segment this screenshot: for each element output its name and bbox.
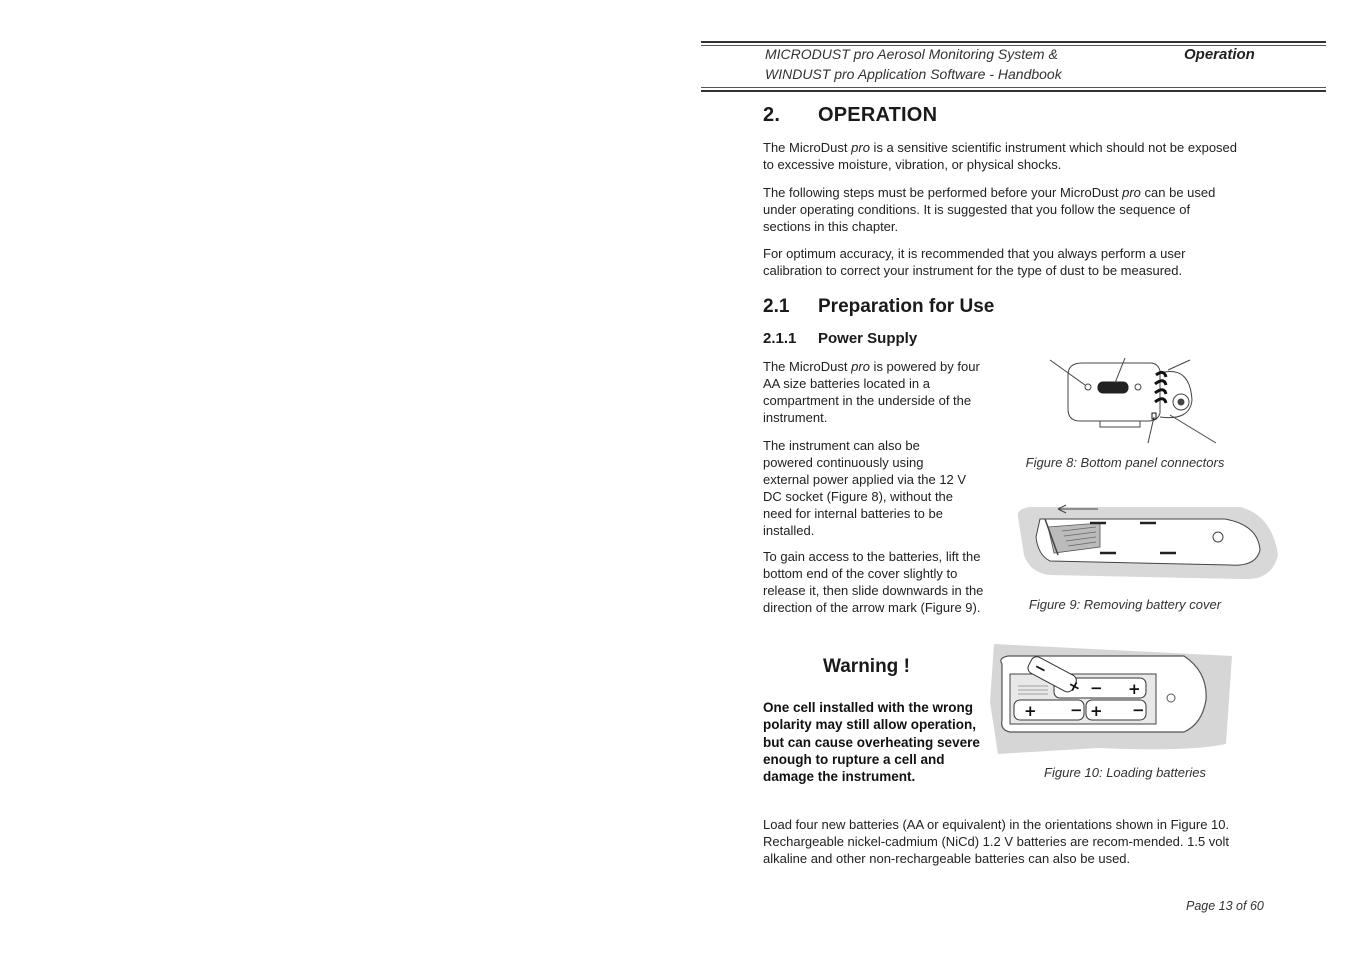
power-paragraph-2: The instrument can also be powered continuously using external power applied via the 12 V DC socket (Figure 8), without the need for internal batteries to be installed. <box>763 438 967 538</box>
fig10-cell2-plus: + <box>1024 702 1037 720</box>
header-title-line2: WINDUST pro Application Software - Handbook <box>765 66 1062 82</box>
intro-paragraph-3: For optimum accuracy, it is recommended that you always perform a user calibration to correct your instrument for the type of dust to be measured. <box>763 246 1186 278</box>
figure-8-caption: Figure 8: Bottom panel connectors <box>1025 455 1225 470</box>
fig10-cell4-plus: + <box>1064 675 1085 698</box>
figure-10-caption: Figure 10: Loading batteries <box>1044 765 1206 780</box>
power-paragraph-4: Load four new batteries (AA or equivalent) in the orientations shown in Figure 10. Rechargeable nickel-cadmium (NiCd) 1.2 V batteries are recom-mended. 1.5 volt alkaline and other non-rechargeable batteries can also be used. <box>763 817 1230 866</box>
header-bottom-rule-thin <box>701 87 1326 88</box>
fig10-cell4-minus: − <box>1030 657 1051 680</box>
subsubsection-heading: 2.1.1 Power Supply <box>763 330 918 347</box>
header-bottom-rule <box>701 90 1326 92</box>
figure-9-caption: Figure 9: Removing battery cover <box>1028 597 1222 612</box>
intro-paragraph-1: The MicroDust pro is a sensitive scientific instrument which should not be exposed to excessive moisture, vibration, or physical shocks. <box>763 140 1238 172</box>
warning-text: One cell installed with the wrong polarity may still allow operation, but can cause overheating severe enough to rupture a cell and damage the instrument. <box>763 700 980 785</box>
header-title-line1: MICRODUST pro Aerosol Monitoring System & <box>765 46 1058 62</box>
power-paragraph-1: The MicroDust pro is powered by four AA size batteries located in a compartment in the underside of the instrument. <box>763 359 980 425</box>
subsection-heading: 2.1 Preparation for Use <box>763 296 995 317</box>
page-number: Page 13 of 60 <box>1186 899 1264 913</box>
header-section-name: Operation <box>1184 46 1255 63</box>
fig10-cell1-plus: + <box>1128 680 1141 698</box>
power-paragraph-3: To gain access to the batteries, lift the bottom end of the cover slightly to release it, then slide downwards in the direction of the arrow mark (Figure 9). <box>763 549 984 615</box>
section-number: 2. <box>763 104 781 126</box>
section-heading <box>763 104 937 127</box>
fig10-cell1-minus: − <box>1090 679 1103 697</box>
section-title: OPERATION <box>818 104 938 126</box>
fig10-cell3-minus: − <box>1132 701 1145 719</box>
header-top-rule <box>701 41 1326 43</box>
fig10-cell2-minus: − <box>1070 701 1083 719</box>
figure-10-loading-batteries-illustration <box>988 642 1233 757</box>
intro-paragraph-2: The following steps must be performed before your MicroDust pro can be used under operating conditions. It is suggested that you follow the sequence of sections in this chapter. <box>763 185 1216 234</box>
warning-title: Warning ! <box>823 656 910 677</box>
figure-9-battery-cover-illustration <box>1010 495 1280 590</box>
fig10-cell3-plus: + <box>1090 702 1103 720</box>
figure-8-bottom-panel-illustration <box>1040 355 1230 450</box>
